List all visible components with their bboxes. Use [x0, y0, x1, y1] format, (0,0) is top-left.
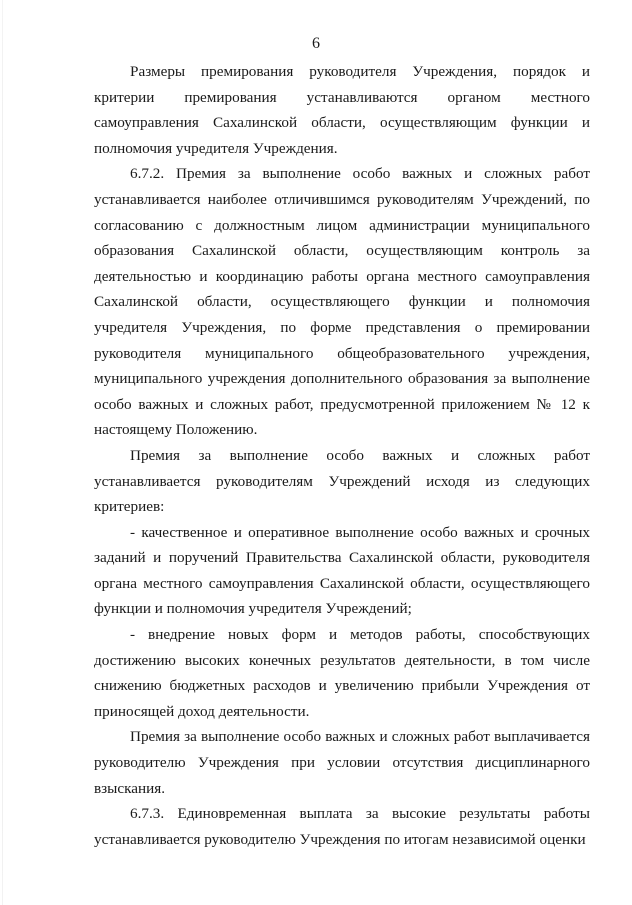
- paragraph-criteria-intro: Премия за выполнение особо важных и сложных работ устанавливается руководителям Учреждений исходя из следующих критериев:: [94, 446, 590, 516]
- paragraph-criterion-2: - внедрение новых форм и методов работы, способствующих достижению высоких конечных результатов деятельности, в том числе снижению бюджетных расходов и увеличению прибыли Учреждения от приносящей доход деятельности.: [94, 626, 590, 720]
- document-body: [94, 59, 590, 852]
- paragraph-6-7-3: 6.7.3. Единовременная выплата за высокие результаты работы устанавливается руководителю Учреждения по итогам независимой оценки: [94, 805, 590, 848]
- page-number: 6: [312, 35, 320, 52]
- paragraph-6-7-2: 6.7.2. Премия за выполнение особо важных и сложных работ устанавливается наиболее отличившимся руководителям Учреждений, по согласованию с должностным лицом администрации муниципального образования Сахалинской области, осуществляющим контроль за деятельностью и координацию работы органа местного самоуправления Сахалинской области, осуществляющего функции и полномочия учредителя Учреждения, по форме представления о премировании руководителя муниципального общеобразовательного учреждения, муниципального учреждения дополнительного образования за выполнение особо важных и сложных работ, предусмотренной приложением № 12 к настоящему Положению.: [94, 165, 590, 439]
- paragraph-criterion-1: - качественное и оперативное выполнение особо важных и срочных заданий и поручений Правительства Сахалинской области, руководителя органа местного самоуправления Сахалинской области, осуществляющего функции и полномочия учредителя Учреждений;: [94, 523, 590, 618]
- paragraph-payment-condition: Премия за выполнение особо важных и сложных работ выплачивается руководителю Учреждения при условии отсутствия дисциплинарного взыскания.: [94, 728, 590, 797]
- paragraph-premium-size: Размеры премирования руководителя Учреждения, порядок и критерии премирования устанавливаются органом местного самоуправления Сахалинской области, осуществляющим функции и полномочия учредителя Учреждения.: [94, 63, 590, 157]
- scan-edge: [2, 0, 3, 905]
